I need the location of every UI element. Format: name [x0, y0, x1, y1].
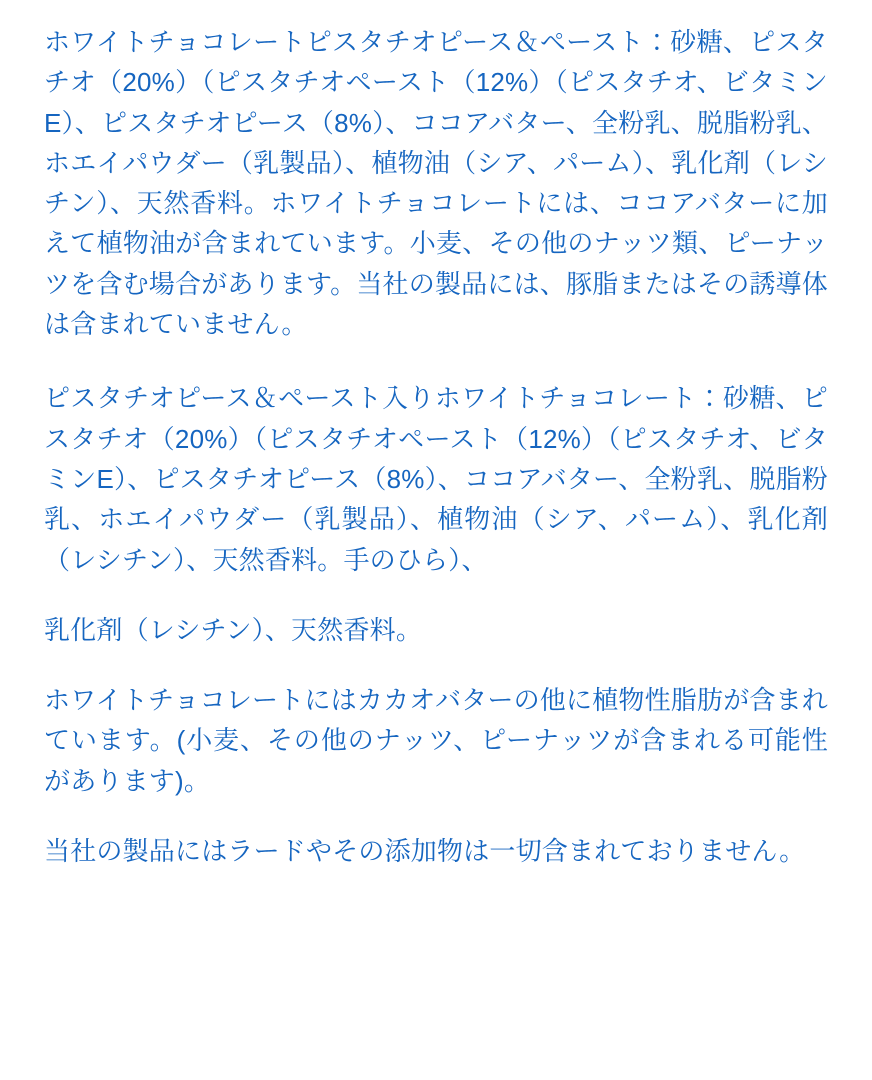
- ingredients-paragraph-3: 乳化剤（レシチン）、天然香料。: [44, 614, 423, 645]
- ingredients-paragraph-2: ピスタチオピース＆ペースト入りホワイトチョコレート：砂糖、ピスタチオ（20%）（ピスタチオペースト（12%）（ピスタチオ、ビタミンE）、ピスタチオピース（8%）、ココアバター、全粉乳、脱脂粉乳、ホエイパウダー（乳製品）、植物油（シア、パーム）、乳化剤（レシチン）、天然香料。手のひら）、: [44, 383, 828, 575]
- ingredients-paragraph-5: 当社の製品にはラードやその添加物は一切含まれておりません。: [44, 836, 806, 867]
- ingredients-paragraph-1: ホワイトチョコレートピスタチオピース＆ペースト：砂糖、ピスタチオ（20%）（ピスタチオペースト（12%）（ピスタチオ、ビタミンE）、ピスタチオピース（8%）、ココアバター、全粉乳、脱脂粉乳、ホエイパウダー（乳製品）、植物油（シア、パーム）、乳化剤（レシチン）、天然香料。ホワイトチョコレートには、ココアバターに加えて植物油が含まれています。小麦、その他のナッツ類、ピーナッツを含む場合があります。当社の製品には、豚脂またはその誘導体は含まれていません。: [44, 27, 828, 340]
- ingredients-paragraph-4: ホワイトチョコレートにはカカオバターの他に植物性脂肪が含まれています。(小麦、その他のナッツ、ピーナッツが含まれる可能性があります)。: [44, 685, 828, 796]
